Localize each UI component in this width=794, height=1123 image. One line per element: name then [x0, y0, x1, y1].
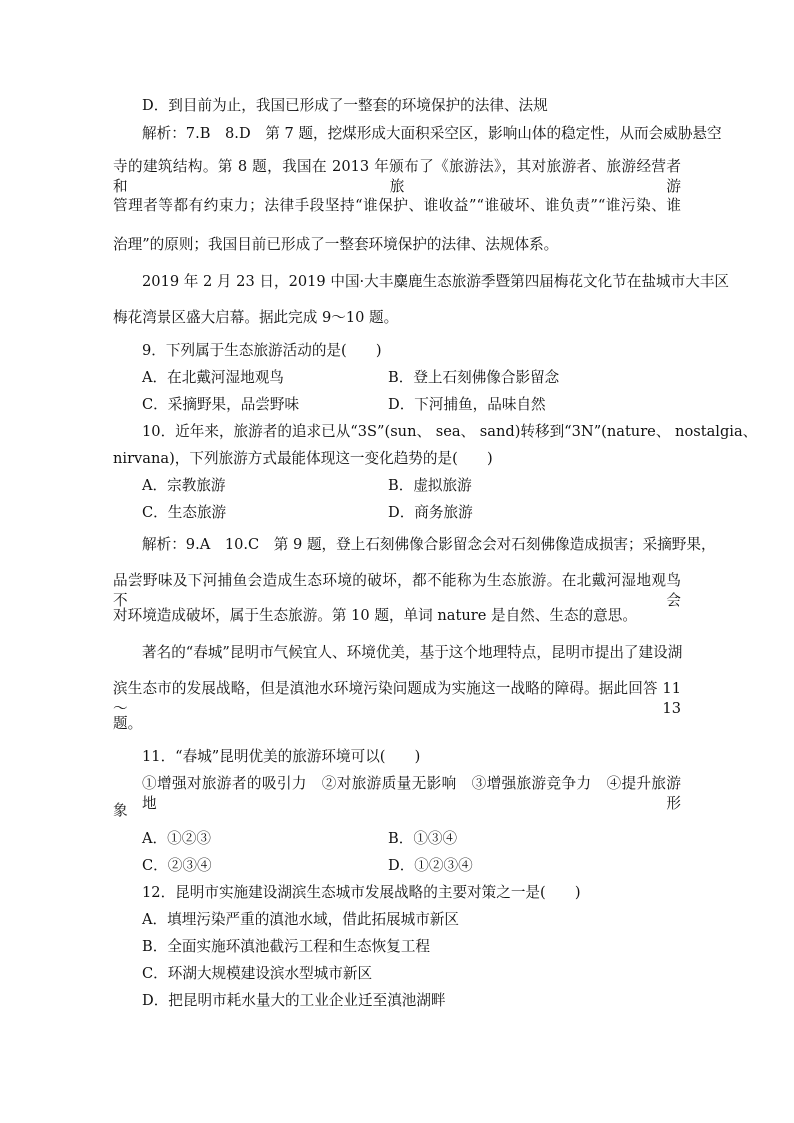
- passage-3-line-2: 滨生态市的发展战略，但是滇池水环境污染问题成为实施这一战略的障碍。据此回答 11～13: [113, 680, 681, 717]
- passage-3-line-3: 题。: [113, 715, 143, 732]
- question-11-option-d: D．①②③④: [388, 857, 473, 874]
- question-9-option-d: D．下河捕鱼，品味自然: [388, 396, 546, 413]
- passage-2-line-2: 梅花湾景区盛大启幕。据此完成 9～10 题。: [113, 309, 399, 326]
- question-12-stem: 12．昆明市实施建设湖滨生态城市发展战略的主要对策之一是( ): [142, 884, 581, 901]
- analysis-1-line-4: 治理”的原则；我国目前已形成了一整套环境保护的法律、法规体系。: [113, 236, 559, 253]
- analysis-1-line-1: 解析：7.B 8.D 第 7 题，挖煤形成大面积采空区，影响山体的稳定性，从而会威胁悬空: [142, 125, 722, 142]
- question-10-stem-line-2: nirvana)，下列旅游方式最能体现这一变化趋势的是( ): [113, 450, 493, 467]
- question-12-option-b: B．全面实施环滇池截污工程和生态恢复工程: [142, 938, 431, 955]
- question-9-option-c: C．采摘野果，品尝野味: [142, 396, 300, 413]
- question-11-option-a: A．①②③: [142, 830, 211, 847]
- analysis-2-line-2: 品尝野味及下河捕鱼会造成生态环境的破坏，都不能称为生态旅游。在北戴河湿地观鸟不会: [113, 572, 681, 609]
- analysis-1-line-2: 寺的建筑结构。第 8 题，我国在 2013 年颁布了《旅游法》，其对旅游者、旅游经营者和旅游: [113, 158, 681, 195]
- question-12-option-d: D．把昆明市耗水量大的工业企业迁至滇池湖畔: [142, 992, 446, 1009]
- analysis-2-line-3: 对环境造成破坏，属于生态旅游。第 10 题，单词 nature 是自然、生态的意思。: [113, 607, 637, 624]
- analysis-2-line-1: 解析：9.A 10.C 第 9 题，登上石刻佛像合影留念会对石刻佛像造成损害；采摘野果，: [142, 536, 716, 553]
- question-9-option-a: A．在北戴河湿地观鸟: [142, 369, 284, 386]
- question-11-option-c: C．②③④: [142, 857, 212, 874]
- question-11-items-line-2: 象: [113, 802, 128, 819]
- question-9-option-b: B．登上石刻佛像合影留念: [388, 369, 560, 386]
- passage-2-line-1: 2019 年 2 月 23 日，2019 中国·大丰麋鹿生态旅游季暨第四届梅花文化节在盐城市大丰区: [142, 273, 730, 290]
- question-10-option-a: A．宗教旅游: [142, 477, 226, 494]
- question-10-option-c: C．生态旅游: [142, 504, 227, 521]
- question-11-option-b: B．①③④: [388, 830, 458, 847]
- question-12-option-a: A．填埋污染严重的滇池水域，借此拓展城市新区: [142, 911, 460, 928]
- question-9-stem: 9．下列属于生态旅游活动的是( ): [142, 342, 382, 359]
- question-12-option-c: C．环湖大规模建设滨水型城市新区: [142, 965, 373, 982]
- question-11-stem: 11．“春城”昆明优美的旅游环境可以( ): [142, 748, 421, 765]
- analysis-1-line-3: 管理者等都有约束力；法律手段坚持“谁保护、谁收益”“谁破坏、谁负责”“谁污染、谁: [113, 197, 681, 214]
- question-11-items-line-1: ①增强对旅游者的吸引力 ②对旅游质量无影响 ③增强旅游竞争力 ④提升旅游地形: [142, 775, 681, 812]
- question-10-stem-line-1: 10．近年来，旅游者的追求已从“3S”(sun、 sea、 sand)转移到“3N”(nature、 nostalgia、: [142, 423, 758, 440]
- question-10-option-d: D．商务旅游: [388, 504, 473, 521]
- passage-3-line-1: 著名的“春城”昆明市气候宜人、环境优美，基于这个地理特点，昆明市提出了建设湖: [142, 644, 683, 661]
- question-10-option-b: B．虚拟旅游: [388, 477, 472, 494]
- option-d-line: D．到目前为止，我国已形成了一整套的环境保护的法律、法规: [142, 97, 548, 114]
